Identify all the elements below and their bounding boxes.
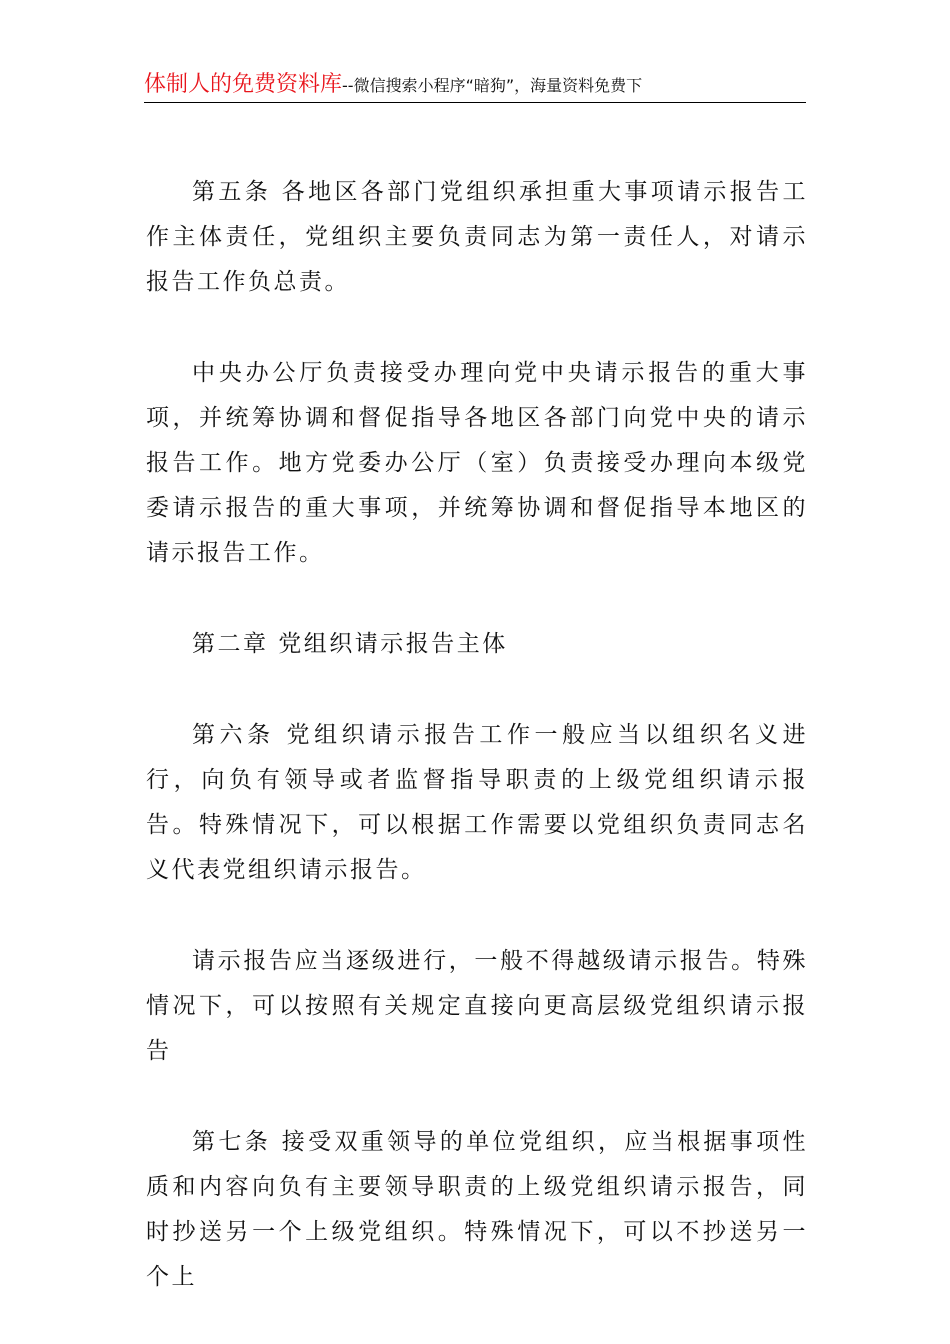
paragraph-step-by-step: 请示报告应当逐级进行，一般不得越级请示报告。特殊情况下，可以按照有关规定直接向更高层级党组织请示报告 [146, 948, 808, 1064]
header-tagline: --微信搜索小程序“暗狗”，海量资料免费下 [342, 76, 643, 95]
paragraph-article-6: 第六条 党组织请示报告工作一般应当以组织名义进行，向负有领导或者监督指导职责的上级党组织请示报告。特殊情况下，可以根据工作需要以党组织负责同志名义代表党组织请示报告。 [146, 722, 808, 883]
paragraph-central-office: 中央办公厅负责接受办理向党中央请示报告的重大事项，并统筹协调和督促指导各地区各部门向党中央的请示报告工作。地方党委办公厅（室）负责接受办理向本级党委请示报告的重大事项，并统筹协调和督促指导本地区的请示报告工作。 [146, 360, 808, 566]
paragraph-article-7: 第七条 接受双重领导的单位党组织，应当根据事项性质和内容向负有主要领导职责的上级党组织请示报告，同时抄送另一个上级党组织。特殊情况下，可以不抄送另一个上 [146, 1129, 808, 1290]
document-body [146, 170, 808, 1300]
paragraph-article-5: 第五条 各地区各部门党组织承担重大事项请示报告工作主体责任，党组织主要负责同志为第一责任人，对请示报告工作负总责。 [146, 179, 808, 295]
chapter-heading: 第二章 党组织请示报告主体 [192, 631, 508, 657]
header-brand: 体制人的免费资料库 [144, 72, 343, 97]
page-header [144, 70, 806, 103]
